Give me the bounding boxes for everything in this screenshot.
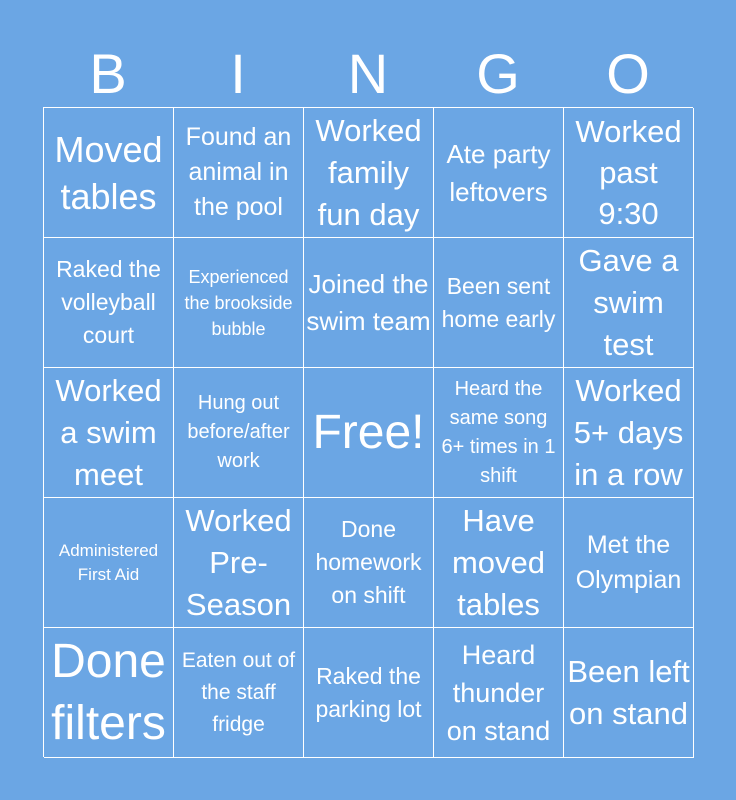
- bingo-cell[interactable]: [174, 108, 304, 238]
- bingo-cell[interactable]: [44, 498, 174, 628]
- bingo-cell[interactable]: [44, 238, 174, 368]
- bingo-cell[interactable]: [434, 628, 564, 758]
- bingo-cell[interactable]: [564, 498, 694, 628]
- cell-text: Moved tables: [54, 128, 163, 217]
- cell-text: Ate party leftovers: [446, 138, 551, 207]
- cell-text: Worked family fun day: [315, 112, 422, 232]
- cell-text: Worked past 9:30: [575, 114, 682, 231]
- bingo-cell[interactable]: [174, 628, 304, 758]
- bingo-cell[interactable]: [174, 238, 304, 368]
- bingo-cell[interactable]: [564, 368, 694, 498]
- cell-text: Raked the parking lot: [315, 662, 422, 722]
- bingo-cell[interactable]: [44, 108, 174, 238]
- bingo-cell[interactable]: [434, 498, 564, 628]
- cell-text: Have moved tables: [451, 502, 546, 622]
- bingo-header: [43, 40, 693, 108]
- bingo-cell[interactable]: [174, 498, 304, 628]
- bingo-cell[interactable]: [434, 238, 564, 368]
- header-letter-g: G: [476, 42, 520, 105]
- cell-text: Heard the same song 6+ times in 1 shift: [441, 377, 556, 487]
- cell-text: Found an animal in the pool: [185, 123, 292, 221]
- bingo-cell[interactable]: [564, 108, 694, 238]
- cell-text: Met the Olympian: [575, 530, 682, 594]
- header-letter-b: B: [89, 42, 127, 105]
- bingo-cell[interactable]: [304, 368, 434, 498]
- cell-text: Done homework on shift: [315, 516, 422, 608]
- bingo-cell[interactable]: [564, 238, 694, 368]
- header-letter-o: O: [606, 42, 650, 105]
- cell-text: Gave a swim test: [578, 242, 679, 362]
- cell-text: Done filters: [51, 634, 166, 750]
- bingo-cell[interactable]: [434, 108, 564, 238]
- cell-text: Heard thunder on stand: [446, 639, 551, 746]
- cell-text: Administered First Aid: [58, 540, 159, 584]
- cell-text: Eaten out of the staff fridge: [181, 648, 296, 736]
- bingo-cell[interactable]: [304, 108, 434, 238]
- cell-text: Worked Pre-Season: [185, 502, 292, 622]
- bingo-cell[interactable]: [304, 628, 434, 758]
- cell-text: Been sent home early: [441, 272, 556, 332]
- bingo-board: [43, 107, 693, 757]
- cell-text: Worked 5+ days in a row: [573, 372, 684, 492]
- bingo-cell[interactable]: [44, 368, 174, 498]
- header-letter-i: I: [230, 42, 246, 105]
- bingo-cell[interactable]: [434, 368, 564, 498]
- cell-text: Joined the swim team: [306, 268, 431, 336]
- cell-text: Raked the volleyball court: [56, 256, 161, 348]
- header-letter-n: N: [347, 42, 389, 105]
- cell-text: Experienced the brookside bubble: [184, 266, 293, 339]
- bingo-cell[interactable]: [564, 628, 694, 758]
- bingo-cell[interactable]: [174, 368, 304, 498]
- bingo-cell[interactable]: [304, 498, 434, 628]
- cell-text: Been left on stand: [567, 653, 690, 731]
- cell-text: Hung out before/after work: [187, 392, 290, 472]
- free-space: Free!: [312, 406, 425, 459]
- bingo-cell[interactable]: [44, 628, 174, 758]
- cell-text: Worked a swim meet: [55, 372, 162, 492]
- bingo-cell[interactable]: [304, 238, 434, 368]
